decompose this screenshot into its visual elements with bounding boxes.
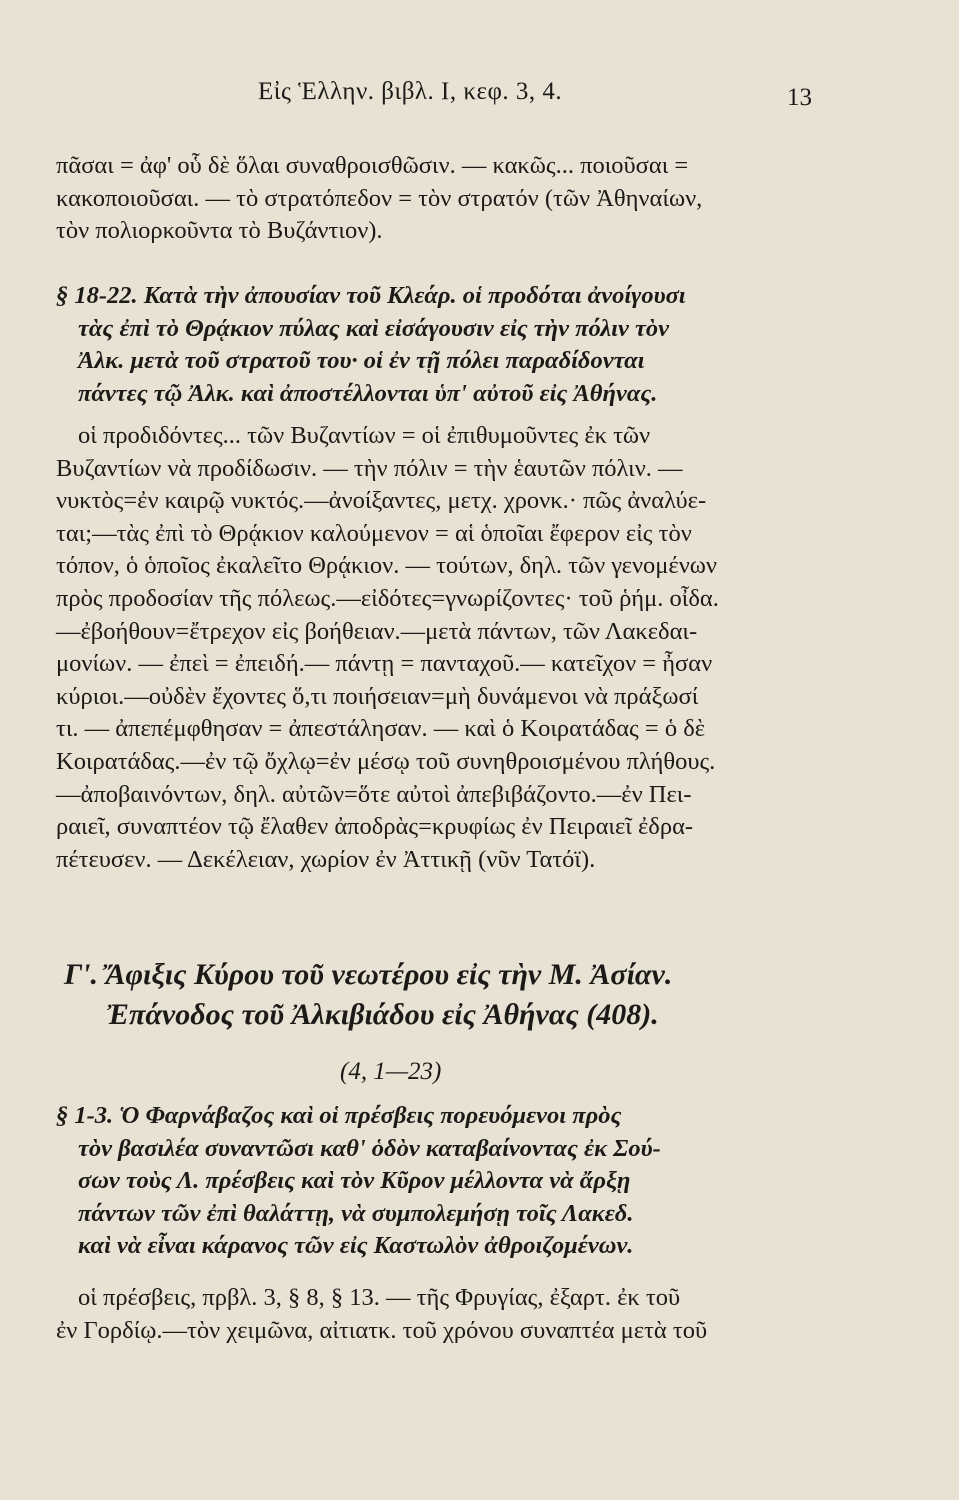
text-line: κακοποιοῦσαι. — τὸ στρατόπεδον = τὸν στρατόν (τῶν Ἀθηναίων, xyxy=(56,184,703,212)
page-number: 13 xyxy=(787,84,812,111)
section-summary-18-22 xyxy=(56,280,896,410)
commentary-line: πέτευσεν. — Δεκέλειαν, χωρίον ἐν Ἀττικῇ (νῦν Τατόϊ). xyxy=(56,845,596,873)
commentary-1-3 xyxy=(56,1282,896,1347)
section-summary-1-3 xyxy=(56,1100,896,1263)
summary-line: τὸν βασιλέα συναντῶσι καθ' ὁδὸν καταβαίνοντας ἐκ Σού- xyxy=(78,1134,661,1162)
commentary-line: —ἀποβαινόντων, δηλ. αὐτῶν=ὅτε αὐτοὶ ἀπεβιβάζοντο.—ἐν Πει- xyxy=(56,780,692,808)
text-line: πᾶσαι = ἀφ' οὗ δὲ ὅλαι συναθροισθῶσιν. — κακῶς... ποιοῦσαι = xyxy=(56,152,689,179)
commentary-line: ται;—τὰς ἐπὶ τὸ Θρᾴκιον καλούμενον = αἱ ὁποῖαι ἔφερον εἰς τὸν xyxy=(56,519,692,547)
text-line: τὸν πολιορκοῦντα τὸ Βυζάντιον). xyxy=(56,217,383,245)
running-title: Εἰς Ἑλλην. βιβλ. Ι, κεφ. 3, 4. xyxy=(258,78,563,105)
summary-line: πάντες τῷ Ἀλκ. καὶ ἀποστέλλονται ὑπ' αὐτοῦ εἰς Ἀθήνας. xyxy=(78,379,658,407)
summary-line: πάντων τῶν ἐπὶ θαλάττῃ, νὰ συμπολεμήσῃ τοῖς Λακεδ. xyxy=(78,1199,634,1227)
commentary-line: κύριοι.—οὐδὲν ἔχοντες ὅ,τι ποιήσειαν=μὴ δυνάμενοι νὰ πράξωσί xyxy=(56,682,699,710)
commentary-18-22 xyxy=(56,420,896,876)
commentary-line: πρὸς προδοσίαν τῆς πόλεως.—εἰδότες=γνωρίζοντες· τοῦ ῥήμ. οἶδα. xyxy=(56,584,719,612)
continuation-paragraph xyxy=(56,150,896,248)
commentary-line: νυκτὸς=ἐν καιρῷ νυκτός.—ἀνοίξαντες, μετχ. χρονκ.· πῶς ἀναλύε- xyxy=(56,487,707,515)
page-header xyxy=(0,78,959,118)
commentary-line: τόπον, ὁ ὁποῖος ἐκαλεῖτο Θρᾴκιον. — τούτων, δηλ. τῶν γενομένων xyxy=(56,552,717,580)
summary-line: § 1-3. Ὁ Φαρνάβαζος καὶ οἱ πρέσβεις πορευόμενοι πρὸς xyxy=(56,1102,622,1129)
summary-line: Ἀλκ. μετὰ τοῦ στρατοῦ του· οἱ ἐν τῇ πόλει παραδίδονται xyxy=(78,347,645,375)
commentary-line: Βυζαντίων νὰ προδίδωσιν. — τὴν πόλιν = τὴν ἑαυτῶν πόλιν. — xyxy=(56,454,683,482)
summary-line: σων τοὺς Λ. πρέσβεις καὶ τὸν Κῦρον μέλλοντα νὰ ἄρξῃ xyxy=(78,1167,631,1195)
commentary-line: οἱ προδιδόντες... τῶν Βυζαντίων = οἱ ἐπιθυμοῦντες ἐκ τῶν xyxy=(78,422,651,449)
chapter-heading xyxy=(64,955,904,1035)
chapter-reference: (4, 1—23) xyxy=(340,1058,442,1085)
commentary-line: Κοιρατάδας.—ἐν τῷ ὄχλῳ=ἐν μέσῳ τοῦ συνηθροισμένου πλήθους. xyxy=(56,747,716,775)
commentary-line: μονίων. — ἐπεὶ = ἐπειδή.— πάντῃ = πανταχοῦ.— κατεῖχον = ἦσαν xyxy=(56,650,713,678)
commentary-line: ραιεῖ, συναπτέον τῷ ἔλαθεν ἀποδρὰς=κρυφίως ἐν Πειραιεῖ ἐδρα- xyxy=(56,813,694,841)
commentary-line: ἐν Γορδίῳ.—τὸν χειμῶνα, αἰτιατκ. τοῦ χρόνου συναπτέα μετὰ τοῦ xyxy=(56,1316,708,1344)
commentary-line: τι. — ἀπεπέμφθησαν = ἀπεστάλησαν. — καὶ ὁ Κοιρατάδας = ὁ δὲ xyxy=(56,715,706,743)
chapter-title-line1: Γ'. Ἄφιξις Κύρου τοῦ νεωτέρου εἰς τὴν Μ. Ἀσίαν. xyxy=(64,958,673,991)
commentary-line: οἱ πρέσβεις, πρβλ. 3, § 8, § 13. — τῆς Φρυγίας, ἐξαρτ. ἐκ τοῦ xyxy=(78,1284,681,1311)
chapter-title-line2: Ἐπάνοδος τοῦ Ἀλκιβιάδου εἰς Ἀθήνας (408). xyxy=(106,998,659,1031)
summary-line: § 18-22. Κατὰ τὴν ἀπουσίαν τοῦ Κλεάρ. οἱ προδόται ἀνοίγουσι xyxy=(56,282,686,309)
commentary-line: —ἐβοήθουν=ἔτρεχον εἰς βοήθειαν.—μετὰ πάντων, τῶν Λακεδαι- xyxy=(56,617,698,645)
summary-line: καὶ νὰ εἶναι κάρανος τῶν εἰς Καστωλὸν ἀθροιζομένων. xyxy=(78,1232,634,1260)
summary-line: τὰς ἐπὶ τὸ Θρᾴκιον πύλας καὶ εἰσάγουσιν εἰς τὴν πόλιν τὸν xyxy=(78,314,669,342)
